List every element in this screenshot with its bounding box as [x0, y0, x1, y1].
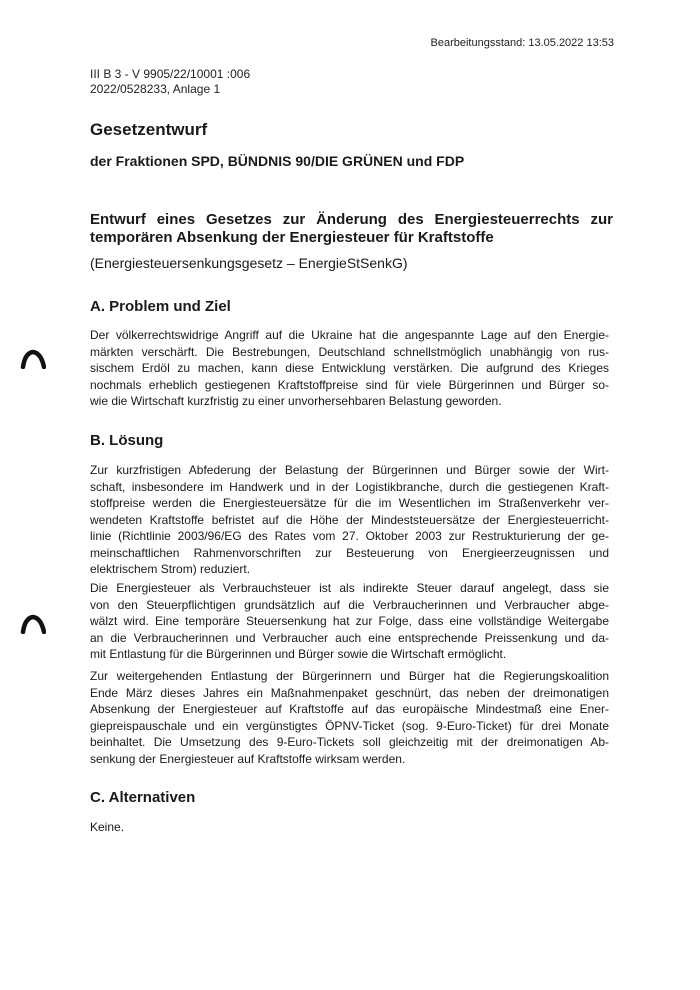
fraktionen-line: der Fraktionen SPD, BÜNDNIS 90/DIE GRÜNEN und FDP [90, 153, 465, 169]
text-line: mit Entlastung für die Bürgerinnen und Bürger sowie die Wirtschaft ermöglicht. [90, 647, 507, 661]
text-line: sischem Erdöl zu machen, kann diese Entwicklung verstärken. Die aufgrund des Krieges [90, 361, 609, 375]
text-line: Keine. [90, 820, 125, 834]
text-line: Der völkerrechtswidrige Angriff auf die Ukraine hat die angespannte Lage auf den Energie- [90, 328, 609, 342]
section-b-paragraph-2 [90, 580, 609, 663]
punch-hole-mark-lower [20, 614, 46, 634]
text-line: linie (Richtlinie 2003/96/EG des Rates vom 27. Oktober 2003 zur Restrukturierung der ge- [90, 529, 609, 543]
law-title-line-2: temporären Absenkung der Energiesteuer für Kraftstoffe [90, 229, 494, 246]
document-type-heading: Gesetzentwurf [90, 120, 208, 139]
text-line: stoffpreise werden die Energiesteuersätze für die im Wesentlichen im Straßenverkehr ver- [90, 496, 609, 510]
text-line: beinhaltet. Die Umsetzung des 9-Euro-Tickets soll gleichzeitig mit der dreimonatigen Ab- [90, 735, 609, 749]
text-line: Zur kurzfristigen Abfederung der Belastung der Bürgerinnen und Bürger sowie der Wirt- [90, 463, 609, 477]
text-line: von den Steuerpflichtigen grundsätzlich auf die Verbraucherinnen und Verbraucher abge- [90, 597, 609, 612]
text-line: Ende März dieses Jahres ein Maßnahmenpaket geschnürt, das neben der dreimonatigen [90, 685, 609, 700]
text-line: nochmals erheblich gestiegenen Kraftstoffpreise sind für viele Bürgerinnen und Bürger so- [90, 377, 609, 392]
text-line: senkung der Energiesteuer auf Kraftstoffe wirksam werden. [90, 751, 406, 766]
text-line: Die Energiesteuer als Verbrauchsteuer ist als indirekte Steuer darauf angelegt, dass sie [90, 581, 609, 595]
section-b-paragraph-1 [90, 462, 609, 578]
law-title [90, 211, 613, 247]
text-line: meinschaftlichen Rahmenvorschriften zur Besteuerung von Energieerzeugnissen und [90, 545, 609, 560]
text-line: wälzt wird. Eine temporäre Steuersenkung hat zur Folge, dass eine vollständige Weitergabe [90, 614, 609, 628]
text-line: Absenkung der Energiesteuer auf Kraftstoffe auf das europäische Mindestmaß eine Ener- [90, 702, 609, 716]
section-c-heading: C. Alternativen [90, 789, 196, 806]
aktenzeichen [90, 67, 250, 97]
section-a-paragraph [90, 327, 609, 410]
text-line: Zur weitergehenden Entlastung der Bürgerinnern und Bürger hat die Regierungskoalition [90, 669, 609, 683]
text-line: wie die Wirtschaft kurzfristig zu einer unvorhersehbaren Belastung geworden. [90, 394, 502, 408]
text-line: an die Verbraucherinnen und Verbraucher auch eine entsprechende Preissenkung und da- [90, 630, 609, 645]
section-c-paragraph [90, 819, 609, 836]
text-line: wendeten Kraftstoffe befristet auf die Höhe der Mindeststeuersätze der Energiesteuerricht- [90, 512, 609, 527]
section-b-paragraph-3 [90, 668, 609, 767]
text-line: märkten verschärft. Die Bestrebungen, Deutschland schnellstmöglich unabhängig von rus- [90, 344, 609, 359]
aktenzeichen-line-2: 2022/0528233, Anlage 1 [90, 82, 221, 96]
short-title: (Energiesteuersenkungsgesetz – EnergieStSenkG) [90, 255, 408, 271]
text-line: giepreispauschale und ein vergünstigtes ÖPNV-Ticket (sog. 9-Euro-Ticket) für drei Monate [90, 718, 609, 733]
section-b-heading: B. Lösung [90, 432, 164, 449]
law-title-line-1: Entwurf eines Gesetzes zur Änderung des Energiesteuerrechts zur [90, 211, 613, 228]
bearbeitungsstand: Bearbeitungsstand: 13.05.2022 13:53 [430, 37, 614, 49]
punch-hole-mark-upper [20, 349, 46, 369]
text-line: schaft, insbesondere im Handwerk und in der Logistikbranche, durch die gestiegenen Kraft- [90, 479, 609, 494]
aktenzeichen-line-1: III B 3 - V 9905/22/10001 :006 [90, 67, 251, 81]
text-line: elektrischem Strom) reduziert. [90, 562, 251, 576]
section-a-heading: A. Problem und Ziel [90, 298, 231, 315]
